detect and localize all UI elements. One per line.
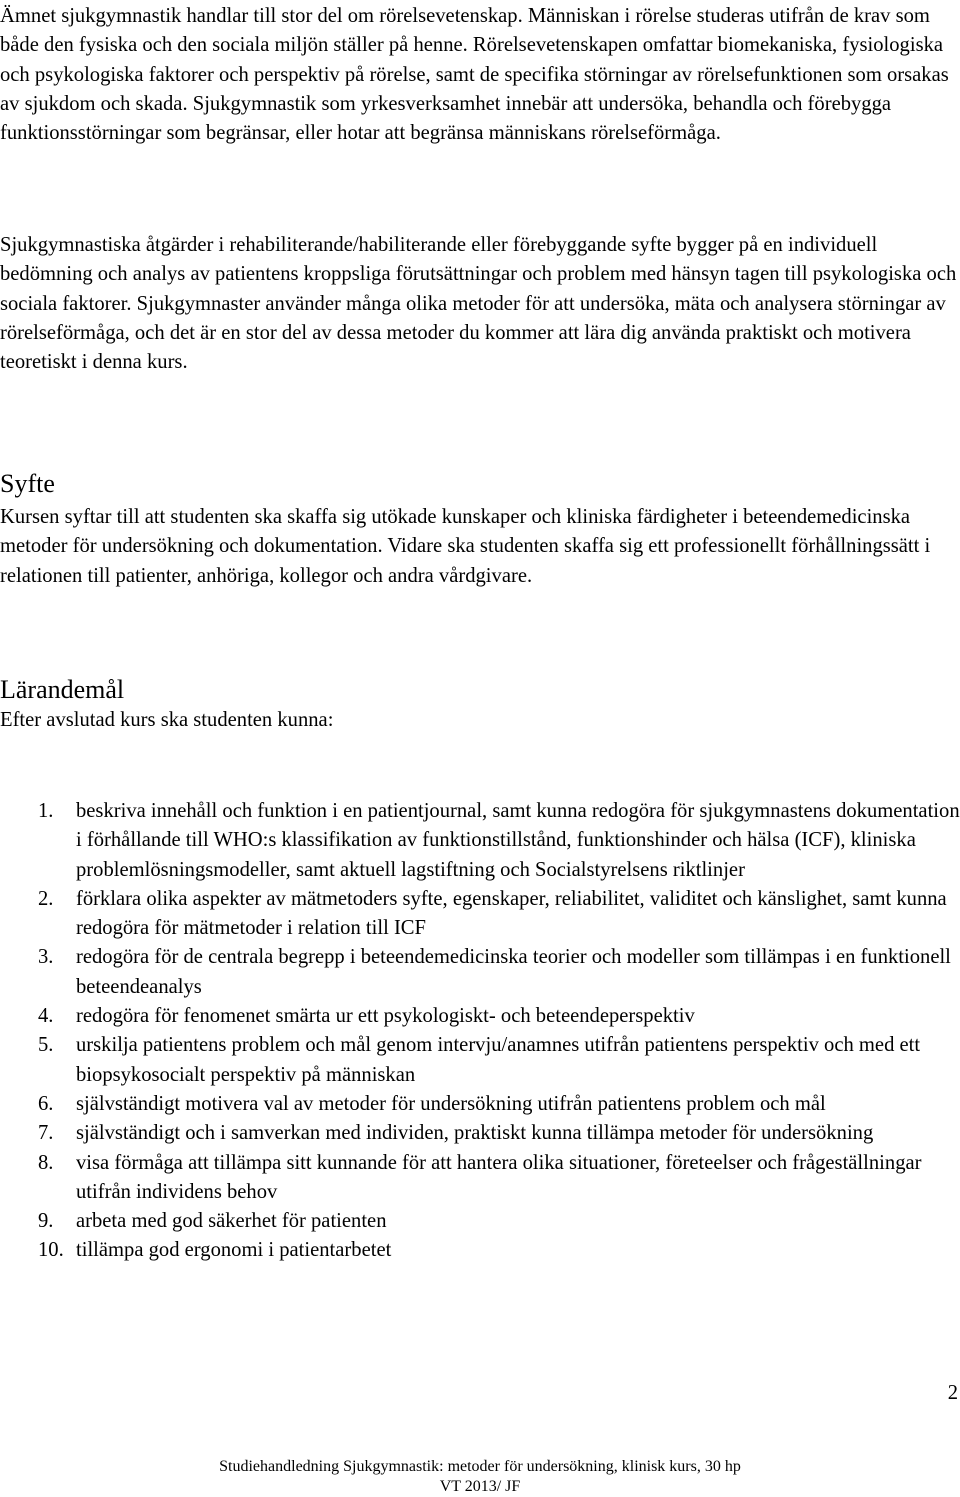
- list-item-text: självständigt motivera val av metoder för undersökning utifrån patientens problem och mål: [76, 1092, 826, 1115]
- list-item: [0, 1236, 960, 1265]
- list-item-text: beskriva innehåll och funktion i en patientjournal, samt kunna redogöra för sjukgymnastens dokumentation i förhållande till WHO:s klassifikation av funktionstillstånd, funktionshinder och hälsa (ICF), kliniska problemlösningsmodeller, samt aktuell lagstiftning och Socialstyrelsens riktlinjer: [76, 800, 960, 881]
- learning-goals-list: [0, 797, 960, 1266]
- larandemal-intro: Efter avslutad kurs ska studenten kunna:: [0, 709, 334, 731]
- list-item-text: arbeta med god säkerhet för patienten: [76, 1210, 387, 1233]
- list-item-text: urskilja patientens problem och mål genom intervju/anamnes utifrån patientens perspektiv och med ett biopsykosocialt perspektiv på människan: [76, 1034, 921, 1086]
- intro-paragraph-2: Sjukgymnastiska åtgärder i rehabiliterande/habiliterande eller förebyggande syfte bygger på en individuell bedömning och analys av patientens kroppsliga förutsättningar och problem med hänsyn tagen till psykologiska och sociala faktorer. Sjukgymnaster använder många olika metoder för att undersöka, mäta och analysera störningar av rörelseförmåga, och det är en stor del av dessa metoder du kommer att lära dig använda praktiskt och motivera teoretiskt i denna kurs.: [0, 234, 957, 374]
- list-item: [0, 1119, 960, 1148]
- intro-paragraph-1: Ämnet sjukgymnastik handlar till stor del om rörelsevetenskap. Människan i rörelse studeras utifrån de krav som både den fysiska och den sociala miljön ställer på henne. Rörelsevetenskapen omfattar biomekaniska, fysiologiska och psykologiska faktorer och perspektiv på rörelse, samt de specifika störningar av rörelsefunktionen som orsakas av sjukdom och skada. Sjukgymnastik som yrkesverksamhet innebär att undersöka, behandla och förebygga funktionsstörningar som begränsar, eller hotar att begränsa människans rörelseförmåga.: [0, 5, 949, 145]
- list-item: [0, 1149, 960, 1208]
- list-item-number: 5.: [38, 1034, 54, 1057]
- list-item: [0, 1031, 960, 1090]
- list-item-number: 7.: [38, 1122, 54, 1145]
- syfte-heading: Syfte: [0, 469, 55, 498]
- list-item-text: redogöra för fenomenet smärta ur ett psykologiskt- och beteendeperspektiv: [76, 1005, 695, 1028]
- larandemal-heading: Lärandemål: [0, 675, 125, 704]
- list-item-text: självständigt och i samverkan med individen, praktiskt kunna tillämpa metoder för undersökning: [76, 1122, 874, 1145]
- list-item-number: 3.: [38, 946, 54, 969]
- list-item-number: 6.: [38, 1092, 54, 1115]
- list-item: [0, 1090, 960, 1119]
- page-number: 2: [947, 1382, 958, 1404]
- list-item: [0, 797, 960, 885]
- list-item-number: 4.: [38, 1005, 54, 1028]
- list-item-number: 10.: [38, 1239, 64, 1262]
- footer-term: VT 2013/ JF: [439, 1478, 521, 1495]
- list-item: [0, 1002, 960, 1031]
- list-item-text: redogöra för de centrala begrepp i beteendemedicinska teorier och modeller som tillämpas i en funktionell beteendeanalys: [76, 946, 951, 998]
- list-item-number: 8.: [38, 1151, 54, 1174]
- list-item-number: 1.: [38, 800, 54, 822]
- list-item-text: förklara olika aspekter av mätmetoders syfte, egenskaper, reliabilitet, validitet och känslighet, samt kunna redogöra för mätmetoder i relation till ICF: [76, 887, 947, 940]
- list-item-number: 9.: [38, 1210, 54, 1233]
- list-item: [0, 885, 960, 944]
- list-item: [0, 943, 960, 1002]
- list-item-text: visa förmåga att tillämpa sitt kunnande för att hantera olika situationer, företeelser och frågeställningar utifrån individens behov: [76, 1151, 922, 1203]
- list-item-text: tillämpa god ergonomi i patientarbetet: [76, 1239, 392, 1262]
- syfte-paragraph: Kursen syftar till att studenten ska skaffa sig utökade kunskaper och kliniska färdigheter i beteendemedicinska metoder för undersökning och dokumentation. Vidare ska studenten skaffa sig ett professionellt förhållningssätt i relationen till patienter, anhöriga, kollegor och andra vårdgivare.: [0, 506, 931, 587]
- footer-title: Studiehandledning Sjukgymnastik: metoder för undersökning, klinisk kurs, 30 hp: [219, 1458, 741, 1475]
- list-item: [0, 1207, 960, 1236]
- list-item-number: 2.: [38, 887, 54, 910]
